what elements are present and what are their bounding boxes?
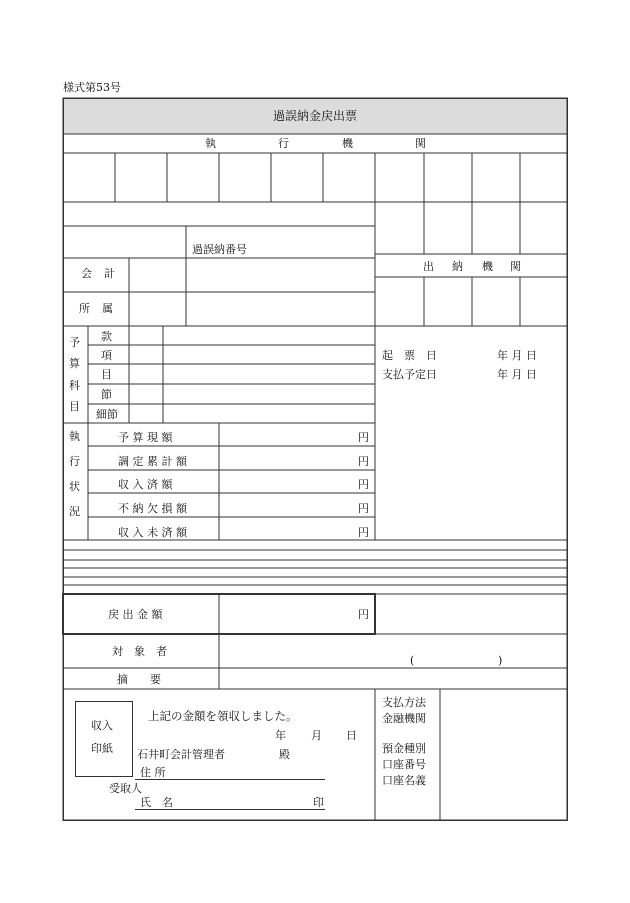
jokyo-row-label: 調 定 累 計 額 — [118, 455, 187, 468]
revenue-stamp-box — [75, 701, 133, 777]
shikko-kikan-char: 機 — [342, 137, 353, 150]
kamoku-row-label: 節 — [101, 388, 112, 401]
recipient-label: 受取人 — [109, 782, 142, 795]
shikko-jokyo-side-char: 況 — [69, 505, 80, 518]
taishosha-paren-close: ) — [498, 654, 503, 667]
suito-kikan-char: 関 — [510, 260, 521, 273]
form-number: 様式第53号 — [63, 81, 121, 94]
yen-unit: 円 — [358, 478, 369, 491]
yosan-kamoku-side-char: 予 — [69, 336, 80, 349]
kamoku-row-label: 目 — [101, 368, 112, 381]
yen-unit: 円 — [358, 502, 369, 515]
jokyo-row-label: 予 算 現 額 — [118, 431, 173, 444]
receipt-day-label: 日 — [346, 729, 357, 742]
stamp-label-line2: 印紙 — [91, 742, 113, 755]
shozoku-char: 所 — [79, 302, 90, 315]
receipt-year-label: 年 — [275, 729, 286, 742]
shikko-jokyo-side-char: 行 — [69, 455, 80, 468]
shikko-kikan-char: 関 — [415, 137, 426, 150]
kihyo-date-label: 起 票 日 — [382, 349, 437, 362]
yen-unit: 円 — [358, 526, 369, 539]
payment-item: 預金種別 — [382, 742, 426, 755]
kamoku-row-label: 款 — [101, 330, 112, 343]
shiharai-date-label: 支払予定日 — [382, 368, 437, 381]
modoshi-yen-unit: 円 — [358, 608, 369, 621]
jokyo-row-label: 収 入 済 額 — [118, 478, 173, 491]
kihyo-date-ymd: 年 月 日 — [497, 349, 537, 362]
payment-item: 口座名義 — [382, 774, 426, 787]
suito-kikan-char: 納 — [452, 260, 463, 273]
kago-bango-label: 過誤納番号 — [192, 243, 247, 256]
payment-item: 支払方法 — [382, 696, 426, 709]
stamp-label-line1: 収入 — [91, 719, 113, 732]
kamoku-row-label: 項 — [101, 349, 112, 362]
taishosha-paren-open: ( — [410, 654, 415, 667]
jokyo-row-label: 収 入 未 済 額 — [118, 526, 187, 539]
kaikei-char: 会 — [81, 267, 92, 280]
jusho-underline — [135, 779, 325, 780]
yen-unit: 円 — [358, 455, 369, 468]
shikko-jokyo-side-char: 状 — [69, 480, 80, 493]
suito-kikan-char: 出 — [423, 260, 434, 273]
shikko-kikan-char: 行 — [278, 137, 289, 150]
yosan-kamoku-side-char: 科 — [69, 379, 80, 392]
jokyo-row-label: 不 納 欠 損 額 — [118, 502, 187, 515]
kamoku-row-label: 細節 — [96, 408, 118, 421]
receipt-month-label: 月 — [311, 729, 322, 742]
payment-item: 金融機関 — [382, 712, 426, 725]
yosan-kamoku-side-char: 算 — [69, 357, 80, 370]
shozoku-char: 属 — [102, 302, 113, 315]
jusho-label: 住 所 — [140, 766, 166, 779]
shikko-kikan-char: 執 — [205, 137, 216, 150]
seal-mark: 印 — [313, 796, 324, 809]
modoshi-kingaku-label: 戻 出 金 額 — [108, 608, 163, 621]
form-title: 過誤納金戻出票 — [272, 109, 357, 123]
shiharai-date-ymd: 年 月 日 — [497, 368, 537, 381]
shikko-jokyo-side-char: 執 — [69, 430, 80, 443]
shimei-underline — [135, 809, 325, 810]
tekiyo-label: 摘 要 — [117, 673, 161, 686]
suito-kikan-char: 機 — [482, 260, 493, 273]
yen-unit: 円 — [358, 431, 369, 444]
addressee: 石井町会計管理者 — [137, 748, 225, 761]
receipt-statement: 上記の金額を領収しました。 — [148, 709, 298, 723]
taishosha-label: 対 象 者 — [112, 645, 167, 658]
shimei-label: 氏 名 — [140, 796, 173, 809]
kaikei-char: 計 — [104, 267, 115, 280]
payment-item: 口座番号 — [382, 758, 426, 771]
addressee-dono: 殿 — [279, 748, 290, 761]
yosan-kamoku-side-char: 目 — [69, 400, 80, 413]
